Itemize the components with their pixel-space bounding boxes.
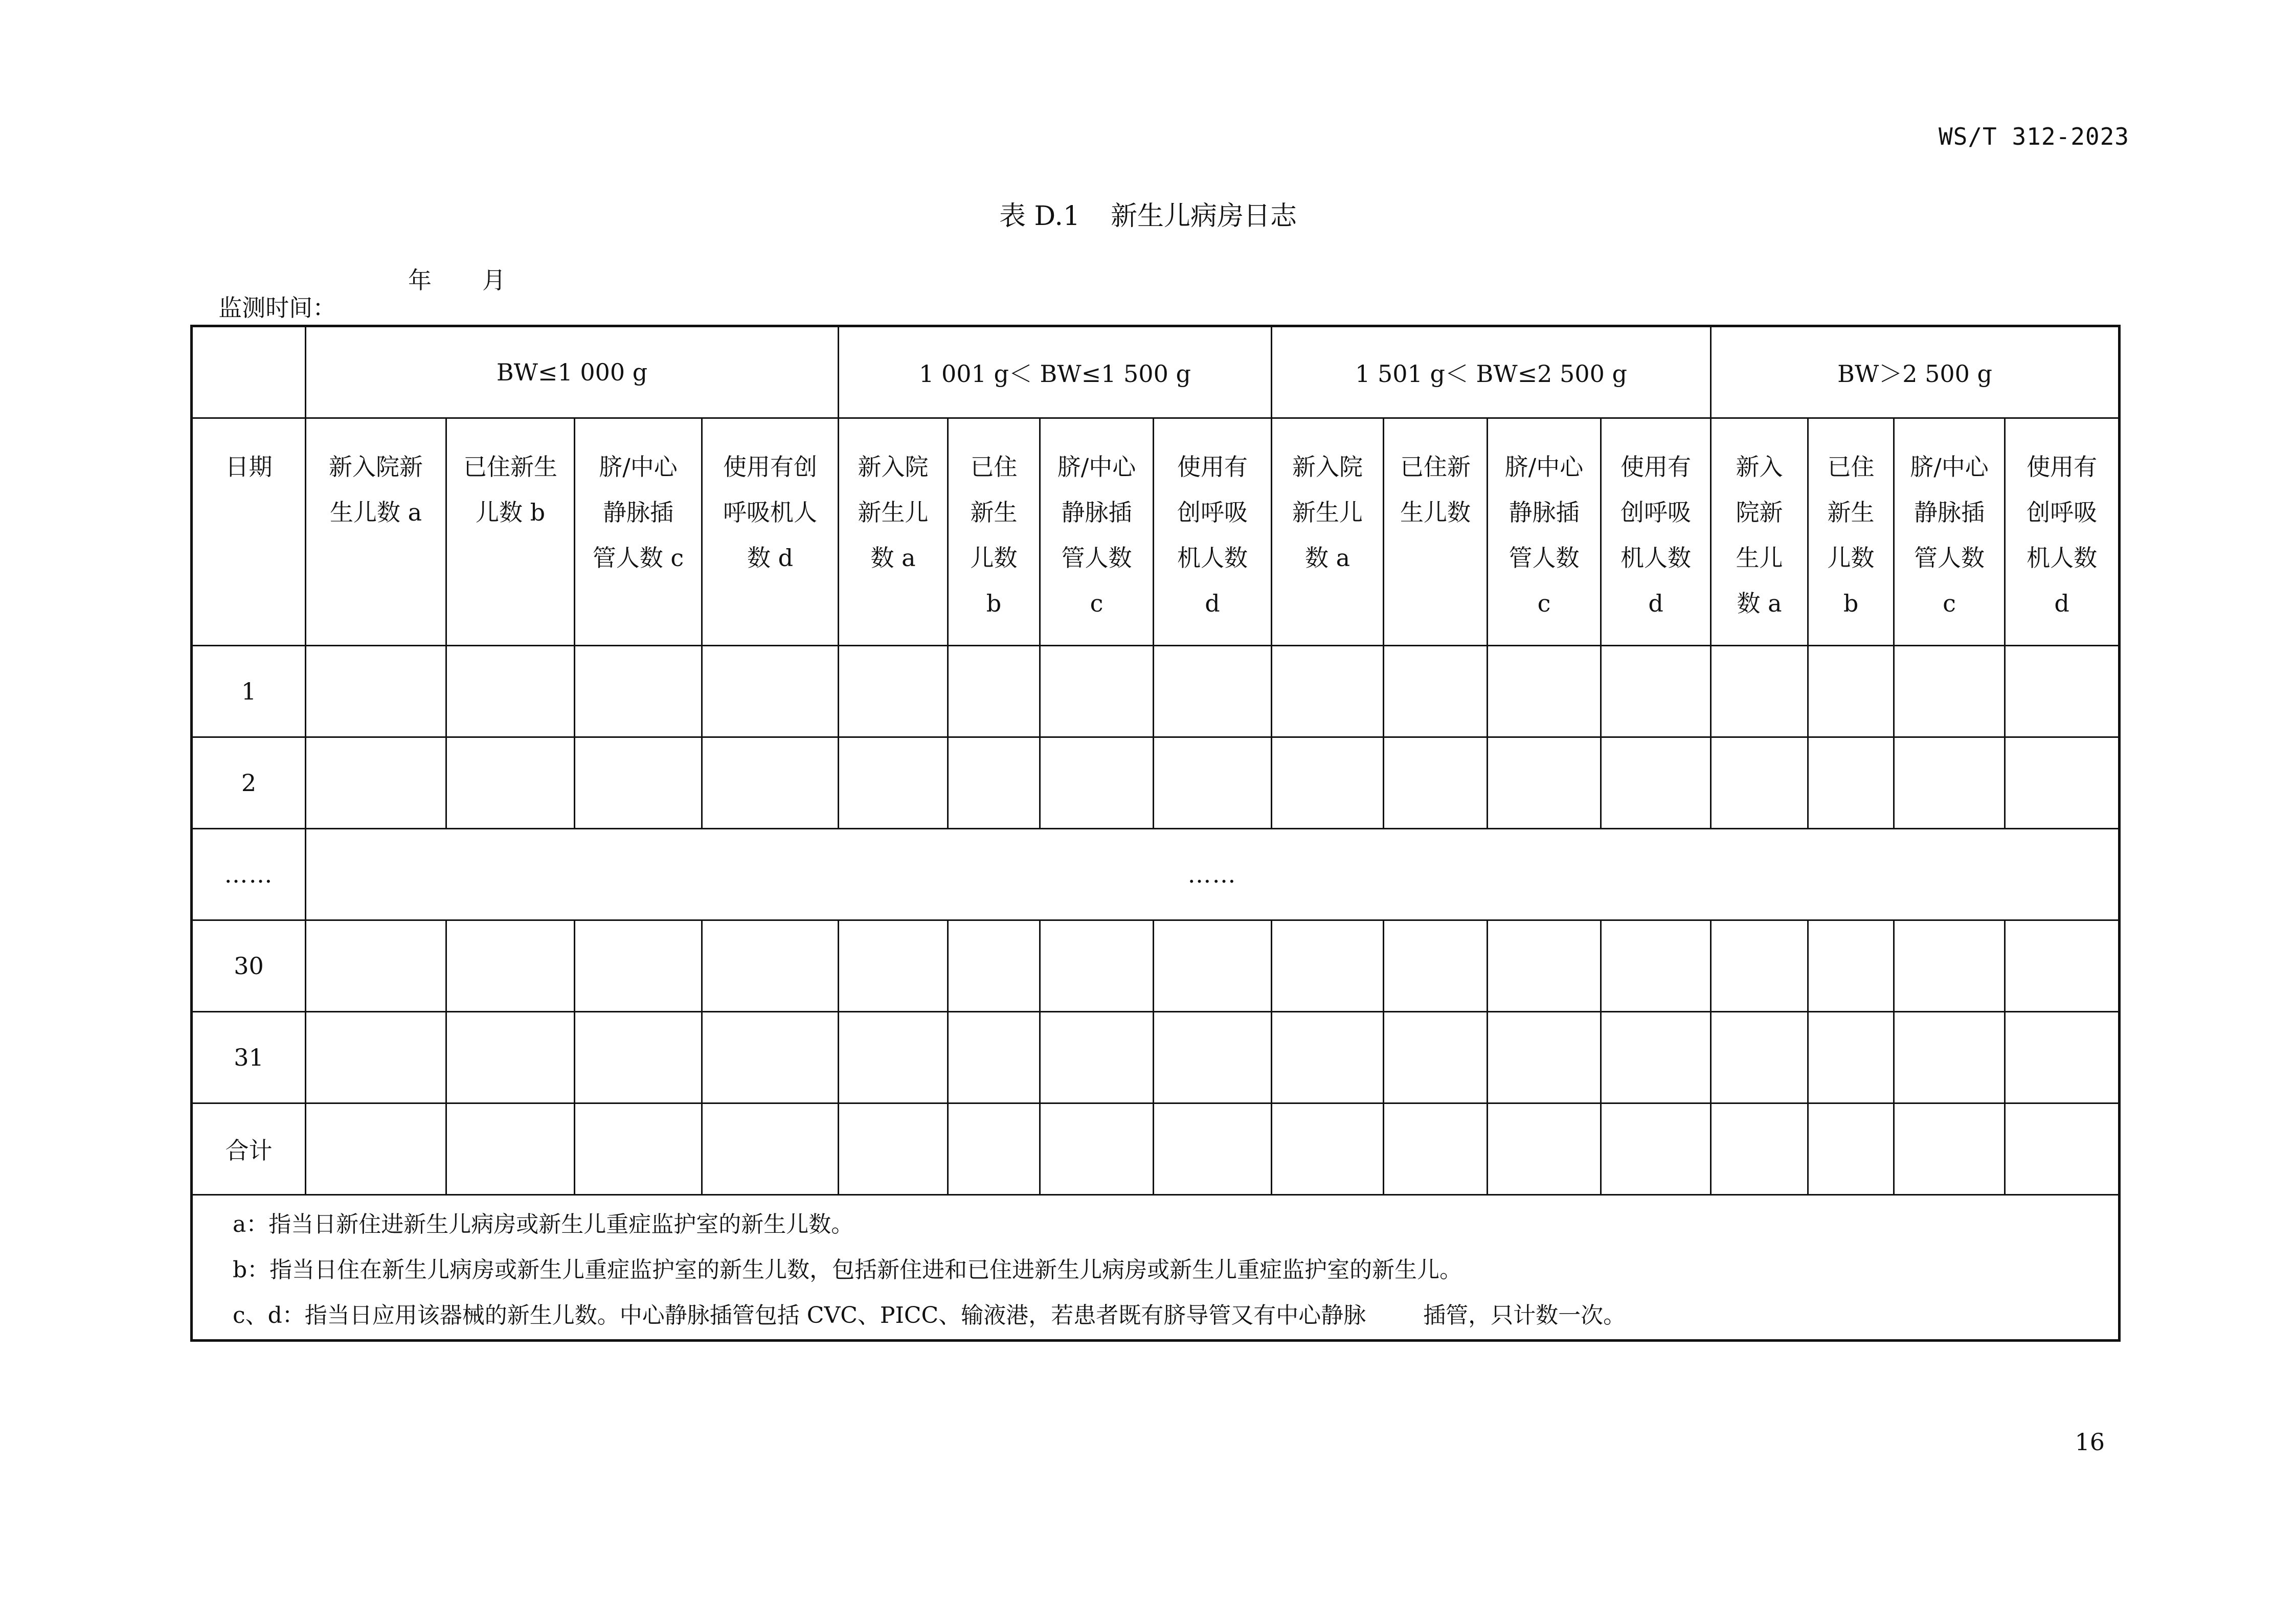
data-cell[interactable] bbox=[1384, 646, 1488, 737]
data-cell[interactable] bbox=[948, 646, 1040, 737]
data-cell[interactable] bbox=[1040, 920, 1154, 1012]
sub-column-header: 已住 新生 儿数 b bbox=[948, 418, 1040, 646]
data-cell[interactable] bbox=[1894, 1012, 2005, 1103]
data-cell[interactable] bbox=[1894, 646, 2005, 737]
data-cell[interactable] bbox=[702, 1012, 839, 1103]
data-cell[interactable] bbox=[948, 920, 1040, 1012]
data-cell[interactable] bbox=[575, 1012, 702, 1103]
data-cell[interactable] bbox=[702, 1103, 839, 1195]
data-cell[interactable] bbox=[1488, 646, 1601, 737]
data-cell[interactable] bbox=[446, 920, 575, 1012]
data-cell[interactable] bbox=[575, 646, 702, 737]
sub-column-header: 已住 新生 儿数 b bbox=[1808, 418, 1894, 646]
data-cell[interactable] bbox=[1272, 1012, 1384, 1103]
data-cell[interactable] bbox=[1154, 737, 1272, 829]
data-cell[interactable] bbox=[1488, 737, 1601, 829]
table-row bbox=[192, 829, 2120, 920]
data-cell[interactable] bbox=[1808, 737, 1894, 829]
weight-group-header: 1 001 g＜ BW≤1 500 g bbox=[839, 326, 1272, 418]
data-cell[interactable] bbox=[1488, 920, 1601, 1012]
standard-code: WS/T 312-2023 bbox=[1938, 123, 2129, 150]
data-cell[interactable] bbox=[839, 737, 948, 829]
sub-column-header: 新入院 新生儿 数 a bbox=[1272, 418, 1384, 646]
data-cell[interactable] bbox=[575, 920, 702, 1012]
data-cell[interactable] bbox=[1154, 920, 1272, 1012]
sub-column-header: 使用有创 呼吸机人 数 d bbox=[702, 418, 839, 646]
data-cell[interactable] bbox=[839, 920, 948, 1012]
data-cell[interactable] bbox=[575, 737, 702, 829]
data-cell[interactable] bbox=[1384, 920, 1488, 1012]
period-year-label: 年 bbox=[408, 266, 432, 294]
data-cell[interactable] bbox=[839, 1103, 948, 1195]
sub-column-header: 使用有 创呼吸 机人数 d bbox=[1601, 418, 1711, 646]
data-cell[interactable] bbox=[1808, 1012, 1894, 1103]
table-note: c、d：指当日应用该器械的新生儿数。中心静脉插管包括 CVC、PICC、输液港，若患者既有脐导管又有中心静脉 插管，只计数一次。 bbox=[233, 1302, 1626, 1328]
data-cell[interactable] bbox=[1808, 1103, 1894, 1195]
sub-column-header: 已住新生 儿数 b bbox=[446, 418, 575, 646]
sub-column-header: 已住新 生儿数 bbox=[1384, 418, 1488, 646]
period-label: 监测时间： bbox=[218, 294, 336, 322]
data-cell[interactable] bbox=[446, 1103, 575, 1195]
neonatal-ward-log-table bbox=[190, 325, 2121, 1342]
weight-group-header: BW＞2 500 g bbox=[1711, 326, 2120, 418]
data-cell[interactable] bbox=[702, 737, 839, 829]
data-cell[interactable] bbox=[1601, 737, 1711, 829]
sub-header-row bbox=[192, 418, 2120, 646]
data-cell[interactable] bbox=[1272, 1103, 1384, 1195]
data-cell[interactable] bbox=[702, 646, 839, 737]
data-cell[interactable] bbox=[1154, 1103, 1272, 1195]
weight-group-header: BW≤1 000 g bbox=[306, 326, 839, 418]
data-cell[interactable] bbox=[1384, 737, 1488, 829]
data-cell[interactable] bbox=[1488, 1103, 1601, 1195]
data-cell[interactable] bbox=[1040, 646, 1154, 737]
table-title-text: 新生儿病房日志 bbox=[1110, 201, 1297, 232]
table-row bbox=[192, 920, 2120, 1012]
data-cell[interactable] bbox=[839, 646, 948, 737]
page-number: 16 bbox=[2075, 1428, 2105, 1456]
data-cell[interactable] bbox=[1040, 1012, 1154, 1103]
row-label: 31 bbox=[192, 1012, 306, 1103]
data-cell[interactable] bbox=[1488, 1012, 1601, 1103]
data-cell[interactable] bbox=[1711, 737, 1808, 829]
data-cell[interactable] bbox=[1894, 920, 2005, 1012]
data-cell[interactable] bbox=[1711, 1012, 1808, 1103]
table-title bbox=[0, 194, 2296, 233]
table-row bbox=[192, 737, 2120, 829]
data-cell[interactable] bbox=[2005, 920, 2120, 1012]
row-label: 30 bbox=[192, 920, 306, 1012]
data-cell[interactable] bbox=[306, 1103, 446, 1195]
data-cell[interactable] bbox=[446, 646, 575, 737]
data-cell[interactable] bbox=[948, 737, 1040, 829]
data-cell[interactable] bbox=[1711, 1103, 1808, 1195]
data-cell[interactable] bbox=[1601, 1103, 1711, 1195]
weight-group-header: 1 501 g＜ BW≤2 500 g bbox=[1272, 326, 1711, 418]
data-cell[interactable] bbox=[1384, 1103, 1488, 1195]
data-cell[interactable] bbox=[1894, 737, 2005, 829]
data-cell[interactable] bbox=[2005, 646, 2120, 737]
data-cell[interactable] bbox=[1711, 920, 1808, 1012]
data-cell[interactable] bbox=[1272, 920, 1384, 1012]
data-cell[interactable] bbox=[1272, 646, 1384, 737]
table-row bbox=[192, 1012, 2120, 1103]
data-cell[interactable] bbox=[839, 1012, 948, 1103]
sub-column-header: 使用有 创呼吸 机人数 d bbox=[1154, 418, 1272, 646]
table-note: a：指当日新住进新生儿病房或新生儿重症监护室的新生儿数。 bbox=[233, 1211, 854, 1237]
data-cell[interactable] bbox=[1711, 646, 1808, 737]
data-cell[interactable] bbox=[1808, 920, 1894, 1012]
table-note: b：指当日住在新生儿病房或新生儿重症监护室的新生儿数，包括新住进和已住进新生儿病房或新生儿重症监护室的新生儿。 bbox=[233, 1257, 1462, 1283]
table-notes bbox=[192, 1195, 2120, 1341]
sub-column-header: 新入院新 生儿数 a bbox=[306, 418, 446, 646]
data-cell[interactable] bbox=[306, 920, 446, 1012]
data-cell[interactable] bbox=[306, 737, 446, 829]
data-cell[interactable] bbox=[1808, 646, 1894, 737]
data-cell[interactable] bbox=[1384, 1012, 1488, 1103]
data-cell[interactable] bbox=[2005, 737, 2120, 829]
data-cell[interactable] bbox=[1154, 646, 1272, 737]
data-cell[interactable] bbox=[1601, 646, 1711, 737]
data-cell[interactable] bbox=[446, 737, 575, 829]
data-cell[interactable] bbox=[306, 646, 446, 737]
data-cell[interactable] bbox=[1272, 737, 1384, 829]
period-month-label: 月 bbox=[482, 266, 506, 294]
sub-column-header: 脐/中心 静脉插 管人数 c bbox=[575, 418, 702, 646]
sub-column-header: 使用有 创呼吸 机人数 d bbox=[2005, 418, 2120, 646]
data-cell[interactable] bbox=[948, 1103, 1040, 1195]
data-cell[interactable] bbox=[2005, 1103, 2120, 1195]
data-cell[interactable] bbox=[306, 1012, 446, 1103]
row-label: 1 bbox=[192, 646, 306, 737]
data-cell[interactable] bbox=[1040, 737, 1154, 829]
sub-column-header: 新入 院新 生儿 数 a bbox=[1711, 418, 1808, 646]
data-cell[interactable] bbox=[1154, 1012, 1272, 1103]
data-cell[interactable] bbox=[1601, 1012, 1711, 1103]
data-cell[interactable] bbox=[1894, 1103, 2005, 1195]
ellipsis-cell: …… bbox=[306, 829, 2120, 920]
corner-cell bbox=[192, 326, 306, 418]
row-label: 合计 bbox=[192, 1103, 306, 1195]
row-label: 2 bbox=[192, 737, 306, 829]
data-cell[interactable] bbox=[575, 1103, 702, 1195]
date-header: 日期 bbox=[192, 418, 306, 646]
sub-column-header: 脐/中心 静脉插 管人数 c bbox=[1894, 418, 2005, 646]
sub-column-header: 脐/中心 静脉插 管人数 c bbox=[1488, 418, 1601, 646]
table-row bbox=[192, 646, 2120, 737]
sub-column-header: 脐/中心 静脉插 管人数 c bbox=[1040, 418, 1154, 646]
group-header-row bbox=[192, 326, 2120, 418]
notes-row bbox=[192, 1195, 2120, 1341]
row-label: …… bbox=[192, 829, 306, 920]
table-row bbox=[192, 1103, 2120, 1195]
data-cell[interactable] bbox=[948, 1012, 1040, 1103]
data-cell[interactable] bbox=[446, 1012, 575, 1103]
data-cell[interactable] bbox=[1040, 1103, 1154, 1195]
data-cell[interactable] bbox=[702, 920, 839, 1012]
sub-column-header: 新入院 新生儿 数 a bbox=[839, 418, 948, 646]
table-number: 表 D.1 bbox=[999, 201, 1080, 232]
data-cell[interactable] bbox=[1601, 920, 1711, 1012]
data-cell[interactable] bbox=[2005, 1012, 2120, 1103]
